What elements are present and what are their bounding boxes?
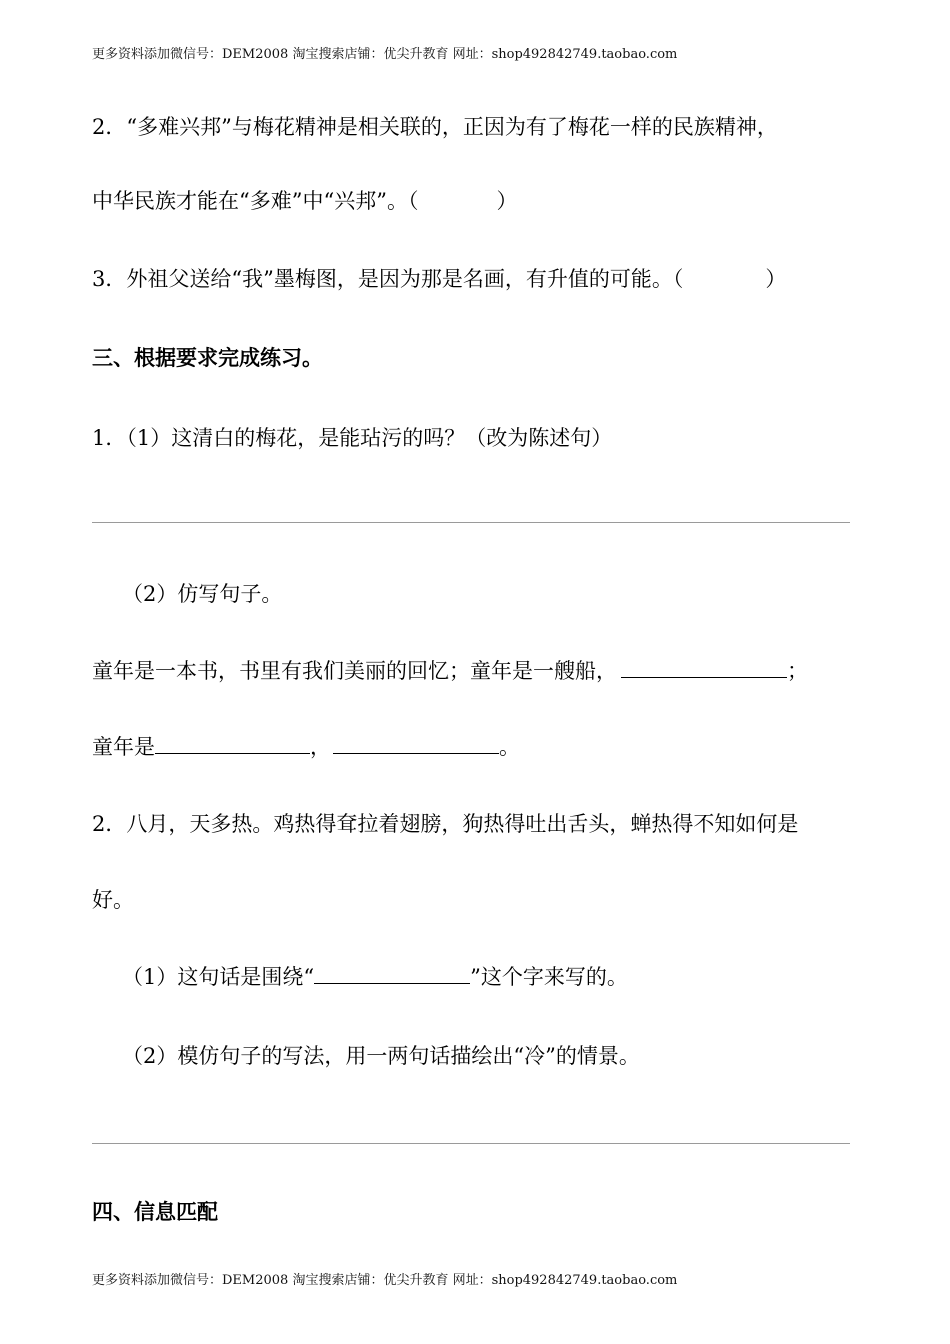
header-note: 更多资料添加微信号：DEM2008 淘宝搜索店铺：优尖升教育 网址：shop492842749.taobao.com [92,47,678,62]
imitate-line-2-end: 。 [499,735,520,759]
imitate-blank-2[interactable] [155,733,310,754]
question-2-text-line-2: 好。 [92,888,134,912]
imitate-line-2-comma: ， [310,735,331,759]
imitate-line-1-end: ； [787,659,808,683]
character-blank[interactable] [314,963,470,984]
question-3-line [92,264,786,294]
question-3-text: 3．外祖父送给“我”墨梅图，是因为那是名画，有升值的可能。（ [92,267,684,291]
question-2-close-paren: ） [496,189,518,213]
imitate-blank-3[interactable] [333,733,499,754]
question-2-line-1: 2．“多难兴邦”与梅花精神是相关联的，正因为有了梅花一样的民族精神， [92,115,778,139]
question-3-close-paren: ） [765,267,787,291]
answer-line-1[interactable] [92,522,850,523]
imitate-line-2 [92,732,520,762]
answer-line-2[interactable] [92,1143,850,1144]
imitate-blank-1[interactable] [621,657,787,678]
question-2-2: （2）模仿句子的写法，用一两句话描绘出“冷”的情景。 [122,1044,640,1068]
question-1-2: （2）仿写句子。 [122,582,283,606]
imitate-line-1-text: 童年是一本书，书里有我们美丽的回忆；童年是一艘船， [92,659,617,683]
section-4-heading: 四、信息匹配 [92,1199,218,1224]
question-2-text: 中华民族才能在“多难”中“兴邦”。（ [92,189,419,213]
question-2-1-end: ”这个字来写的。 [470,965,628,989]
question-2-text-line-1: 2．八月，天多热。鸡热得耷拉着翅膀，狗热得吐出舌头，蝉热得不知如何是 [92,812,799,836]
footer-note: 更多资料添加微信号：DEM2008 淘宝搜索店铺：优尖升教育 网址：shop492842749.taobao.com [92,1273,678,1288]
question-2-1-start: （1）这句话是围绕“ [122,965,315,989]
imitate-line-2-start: 童年是 [92,735,155,759]
imitate-line-1 [92,656,808,686]
question-2-line-2 [92,186,517,216]
question-2-1 [122,962,628,992]
section-3-heading: 三、根据要求完成练习。 [92,345,323,370]
question-1-1: 1．（1）这清白的梅花，是能玷污的吗？（改为陈述句） [92,426,613,450]
